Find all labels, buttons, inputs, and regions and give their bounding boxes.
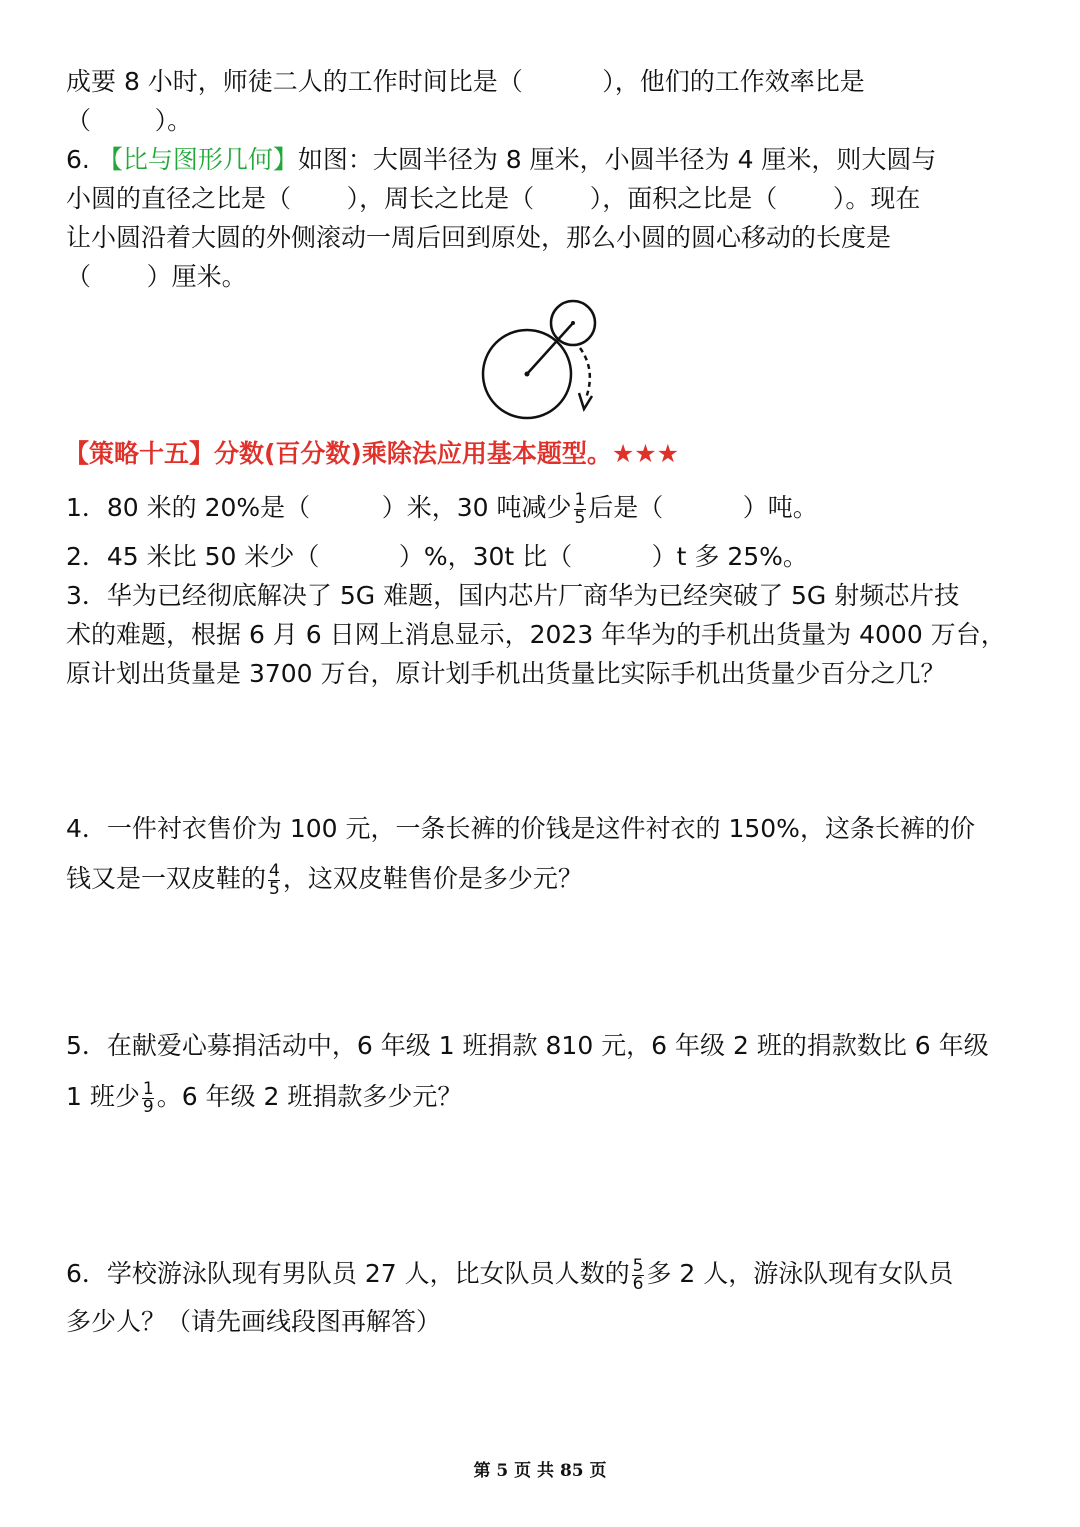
arrow-head-icon	[579, 393, 592, 409]
circles-figure	[470, 290, 610, 420]
question-text: 如图：大圆半径为 8 厘米，小圆半径为 4 厘米，则大圆与	[297, 145, 937, 174]
text-line: 成要 8 小时，师徒二人的工作时间比是（ ），他们的工作效率比是	[66, 67, 865, 96]
question-2: 2．45 米比 50 米少（ ）%，30t 比（ ）t 多 25%。	[66, 542, 808, 571]
large-center-dot	[525, 372, 530, 377]
question-1: 1．80 米的 20%是（ ）米，30 吨减少 $\frac{1}{5}$ 后是（ ）吨。	[66, 489, 818, 528]
question-4-line: 钱又是一双皮鞋的 $\frac{4}{5}$ ，这双皮鞋售价是多少元？	[66, 860, 583, 899]
question-3-line: 术的难题，根据 6 月 6 日网上消息显示，2023 年华为的手机出货量为 4000 万台，	[66, 620, 1006, 649]
question-6b-line: 6．学校游泳队现有男队员 27 人，比女队员人数的 $\frac{5}{6}$ 多 2 人，游泳队现有女队员	[66, 1255, 954, 1294]
question-4-line: 4．一件衬衣售价为 100 元，一条长裤的价钱是这件衬衣的 150%，这条长裤的价	[66, 814, 975, 843]
question-5-line: 1 班少 $\frac{1}{9}$ 。6 年级 2 班捐款多少元？	[66, 1078, 463, 1117]
fraction: $\frac{5}{6}$	[632, 1255, 644, 1294]
text-line: （ ）厘米。	[66, 262, 247, 291]
text-line: 小圆的直径之比是（ ），周长之比是（ ），面积之比是（ ）。现在	[66, 184, 921, 213]
question-6b-line: 多少人？（请先画线段图再解答）	[66, 1307, 442, 1336]
question-5-line: 5．在献爱心募捐活动中，6 年级 1 班捐款 810 元，6 年级 2 班的捐款数比 6 年级	[66, 1031, 989, 1060]
question-number: 6.	[66, 145, 98, 174]
question-3-line: 3．华为已经彻底解决了 5G 难题，国内芯片厂商华为已经突破了 5G 射频芯片技	[66, 581, 960, 610]
text-line: （ ）。	[66, 106, 193, 135]
topic-tag: 【比与图形几何】	[97, 145, 298, 174]
question-3-line: 原计划出货量是 3700 万台，原计划手机出货量比实际手机出货量少百分之几？	[66, 659, 946, 688]
question-6-line	[66, 144, 936, 176]
text-line: 让小圆沿着大圆的外侧滚动一周后回到原处，那么小圆的圆心移动的长度是	[66, 223, 892, 252]
small-center-dot	[571, 321, 575, 325]
section-title: 【策略十五】分数(百分数)乘除法应用基本题型。★★★	[64, 439, 680, 468]
star-rating: ★★★	[611, 439, 680, 468]
rolling-path-arc	[580, 348, 590, 398]
page-footer: 第 5 页 共 85 页	[473, 1461, 607, 1481]
fraction: $\frac{1}{9}$	[142, 1078, 154, 1117]
fraction: $\frac{1}{5}$	[574, 489, 586, 528]
fraction: $\frac{4}{5}$	[269, 860, 280, 899]
